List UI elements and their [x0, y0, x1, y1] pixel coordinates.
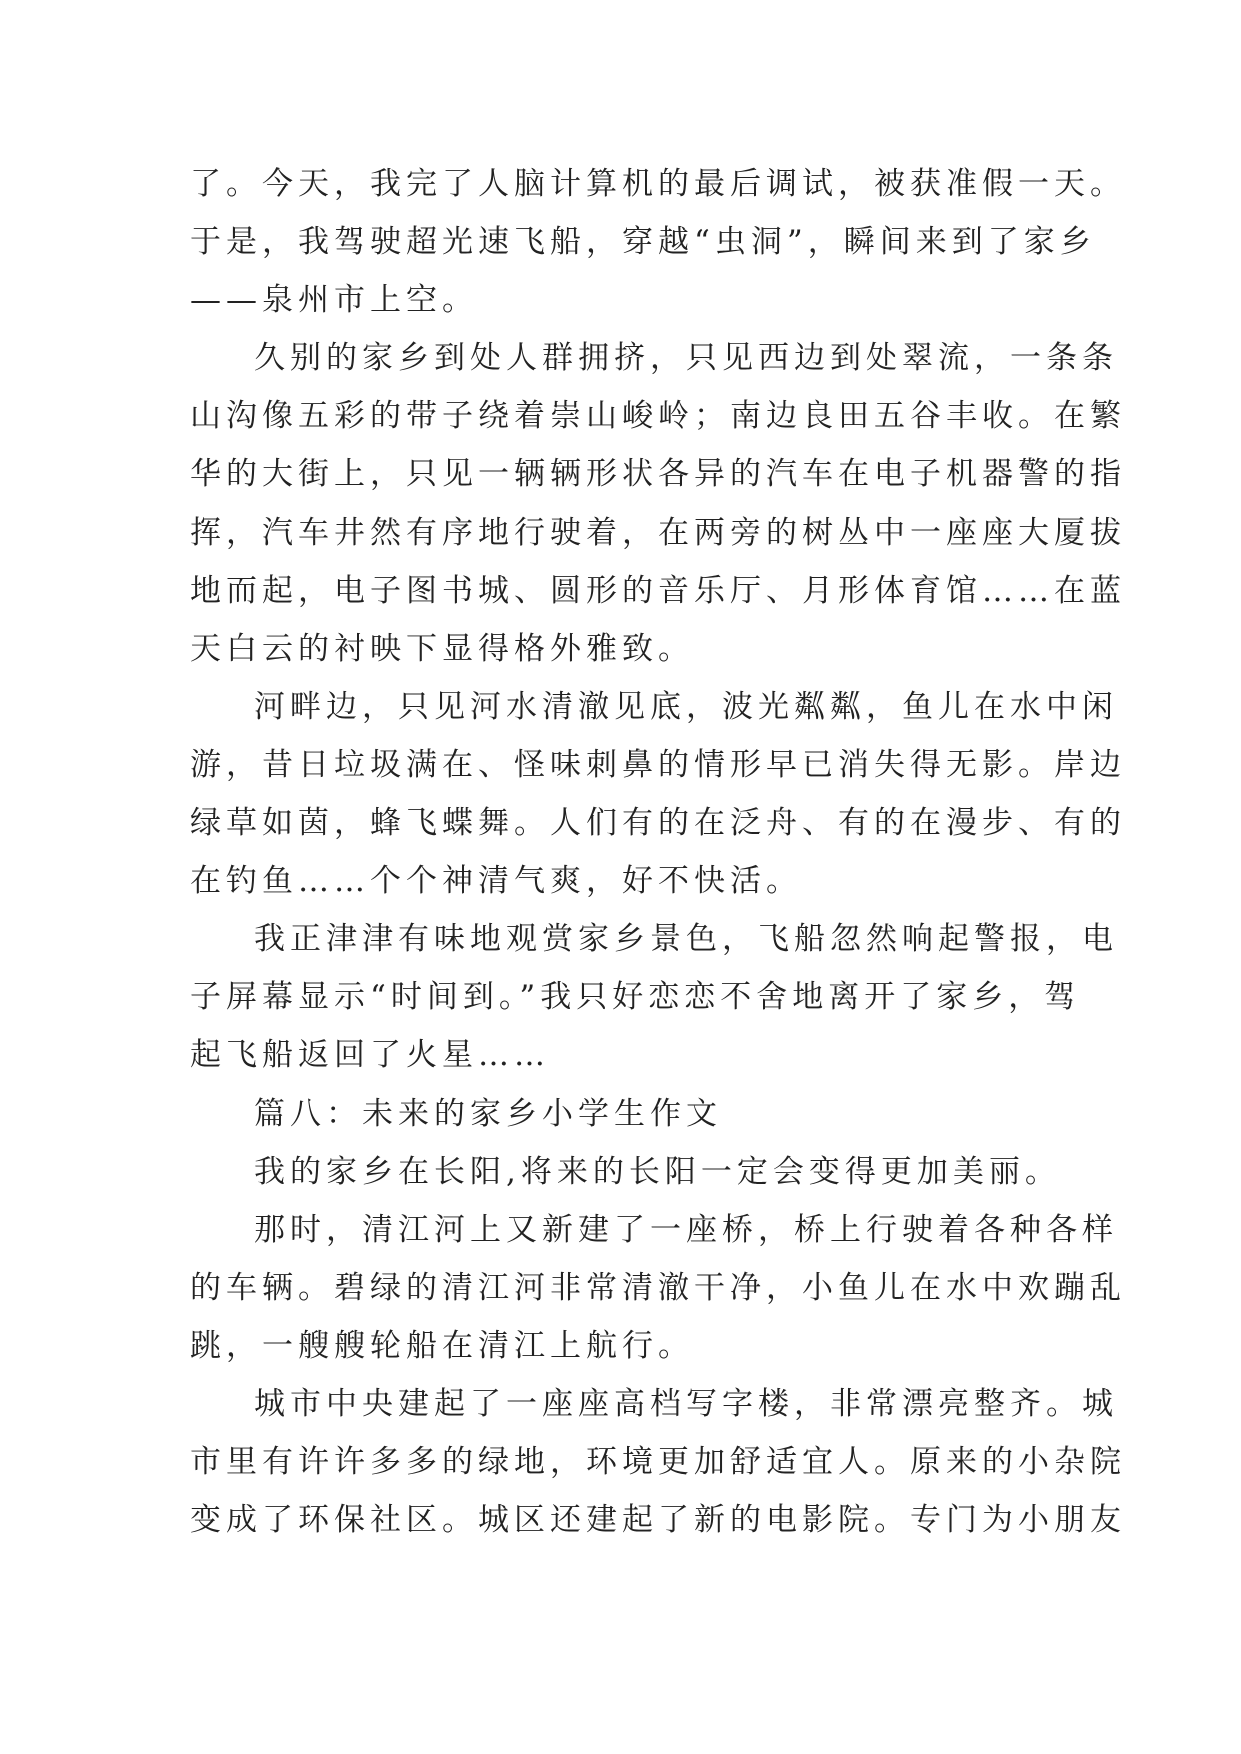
text-line: 华的大街上，只见一辆辆形状各异的汽车在电子机器警的指 [190, 456, 1126, 493]
text-line: 的车辆。碧绿的清江河非常清澈干净，小鱼儿在水中欢蹦乱 [190, 1269, 1126, 1306]
text-line: 在钓鱼……个个神清气爽，好不快活。 [190, 863, 802, 900]
text-line: 变成了环保社区。城区还建起了新的电影院。专门为小朋友 [190, 1502, 1126, 1539]
text-line: 子屏幕显示“时间到。”我只好恋恋不舍地离开了家乡，驾 [190, 979, 1081, 1016]
section-heading: 篇八：未来的家乡小学生作文 [254, 1095, 722, 1132]
paragraph-start-line: 城市中央建起了一座座高档写字楼，非常漂亮整齐。城 [254, 1385, 1118, 1422]
text-line: 游，昔日垃圾满在、怪味刺鼻的情形早已消失得无影。岸边 [190, 746, 1126, 783]
paragraph-start-line: 久别的家乡到处人群拥挤，只见西边到处翠流，一条条 [254, 340, 1118, 377]
text-line: 地而起，电子图书城、圆形的音乐厅、月形体育馆……在蓝 [190, 572, 1126, 609]
text-line: 挥，汽车井然有序地行驶着，在两旁的树丛中一座座大厦拔 [190, 514, 1126, 551]
document-page [190, 155, 1126, 1549]
paragraph-start-line: 我正津津有味地观赏家乡景色，飞船忽然响起警报，电 [254, 921, 1118, 958]
text-line: 起飞船返回了火星…… [190, 1037, 550, 1074]
text-line: 绿草如茵，蜂飞蝶舞。人们有的在泛舟、有的在漫步、有的 [190, 805, 1126, 842]
text-line: ——泉州市上空。 [190, 282, 478, 319]
paragraph-start-line: 河畔边，只见河水清澈见底，波光粼粼，鱼儿在水中闲 [254, 688, 1118, 725]
text-line: 于是，我驾驶超光速飞船，穿越“虫洞”，瞬间来到了家乡 [190, 224, 1096, 261]
text-line: 了。今天，我完了人脑计算机的最后调试，被获准假一天。 [190, 166, 1126, 202]
text-line: 天白云的衬映下显得格外雅致。 [190, 630, 694, 667]
paragraph-start-line: 我的家乡在长阳,将来的长阳一定会变得更加美丽。 [254, 1153, 1061, 1190]
text-line: 山沟像五彩的带子绕着崇山峻岭；南边良田五谷丰收。在繁 [190, 398, 1126, 435]
paragraph-start-line: 那时，清江河上又新建了一座桥，桥上行驶着各种各样 [254, 1211, 1118, 1248]
text-line: 跳，一艘艘轮船在清江上航行。 [190, 1327, 694, 1364]
text-line: 市里有许许多多的绿地，环境更加舒适宜人。原来的小杂院 [190, 1444, 1126, 1481]
